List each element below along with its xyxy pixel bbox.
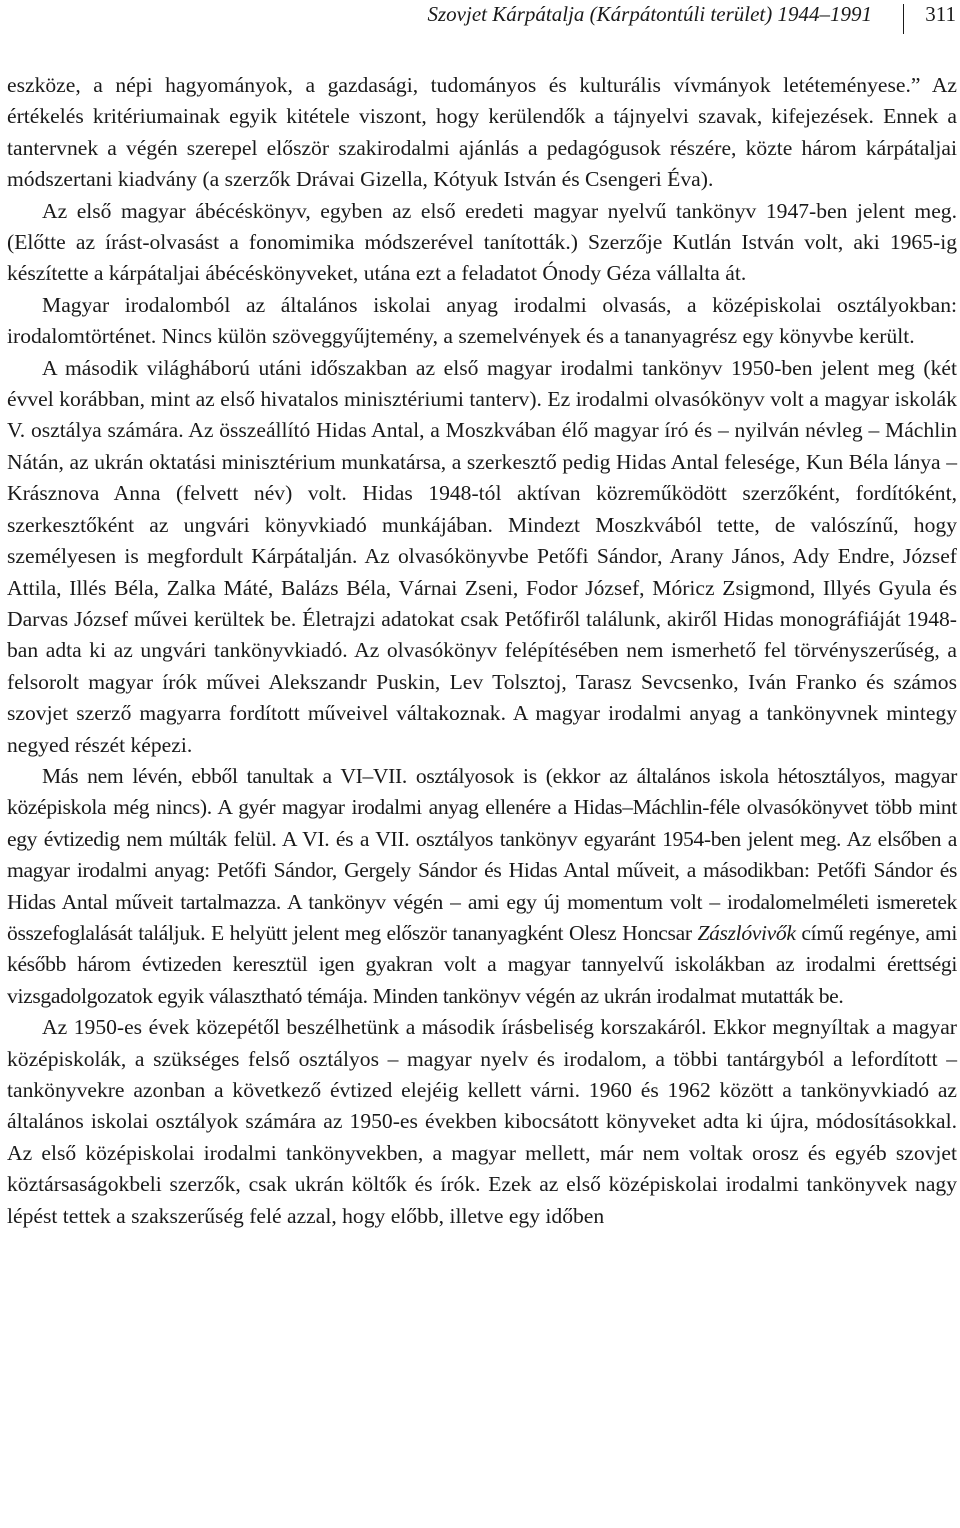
header-divider	[903, 4, 904, 34]
paragraph-1: eszköze, a népi hagyományok, a gazdasági, tudományos és kulturális vívmányok letéteményese.” Az értékelés kritériumainak egyik kitétele viszont, hogy kerülendők a tájnyelvi szavak, kifejezések. Ennek a tantervnek a végén szerepel először szakirodalmi ajánlás a pedagógusok részére, közte három kárpátaljai módszertani kiadvány (a szerzők Drávai Gizella, Kótyuk István és Csengeri Éva).	[7, 73, 957, 192]
running-header	[0, 0, 960, 36]
page-body	[7, 70, 957, 1232]
paragraph-2: Az első magyar ábécéskönyv, egyben az első eredeti magyar nyelvű tankönyv 1947-ben jelent meg. (Előtte az írást-olvasást a fonomimika módszerével tanították.) Szerzője Kutlán István volt, aki 1965-ig készítette a kárpátaljai ábécéskönyveket, utána ezt a feladatot Ónody Géza vállalta át.	[7, 198, 957, 286]
paragraph-6: Az 1950-es évek közepétől beszélhetünk a második írásbeliség korszakáról. Ekkor megnyíltak a magyar középiskolák, a szükséges felső osztályos – magyar nyelv és irodalom, a többi tantárgyból a lefordított – tankönyvekre azonban a következő évtized elejéig kellett várni. 1960 és 1962 között a tankönyvkiadó az általános iskolai osztályok számára az 1950-es években kibocsátott könyveket adta ki újra, módosításokkal. Az első középiskolai irodalmi tankönyvekben, a magyar mellett, már nem voltak orosz és egyéb szovjet köztársaságokbeli szerzők, csak ukrán költők és írók. Ezek az első középiskolai irodalmi tankönyvek nagy lépést tettek a szakszerűség felé azzal, hogy előbb, illetve egy időben	[7, 1015, 957, 1228]
paragraph-5-text-after: című regénye, ami később három évtizeden keresztül igen gyakran volt a magyar tannyelvű iskolákban az irodalmi érettségi vizsgadolgozatok egyik választható témája. Minden tankönyv végén az ukrán irodalmat mutatták be.	[7, 920, 957, 1008]
paragraph-5	[7, 761, 957, 1012]
page-number: 311	[925, 2, 956, 26]
book-title-italic: Zászlóvivők	[697, 920, 796, 945]
running-title: Szovjet Kárpátalja (Kárpátontúli terület) 1944–1991	[427, 2, 872, 26]
paragraph-5-text: Más nem lévén, ebből tanultak a VI–VII. osztályosok is (ekkor az általános iskola hétosztályos, magyar középiskola még nincs). A gyér magyar irodalmi anyag ellenére a Hidas–Máchlin-féle olvasókönyvet több mint egy évtizedig nem múlták felül. A VI. és a VII. osztályos tankönyv egyaránt 1954-ben jelent meg. Az elsőben a magyar irodalmi anyag: Petőfi Sándor, Gergely Sándor és Hidas Antal műveit, a másodikban: Petőfi Sándor és Hidas Antal műveit tartalmazza. A tankönyv végén – ami egy új momentum volt – irodalomelméleti ismeretek összefoglalását találjuk. E helyütt jelent meg először tananyagként Olesz Honcsar	[7, 763, 957, 945]
paragraph-3: Magyar irodalomból az általános iskolai anyag irodalmi olvasás, a középiskolai osztályokban: irodalomtörténet. Nincs külön szöveggyűjtemény, a szemelvények és a tananyagrész egy könyvbe került.	[7, 292, 957, 349]
paragraph-4: A második világháború utáni időszakban az első magyar irodalmi tankönyv 1950-ben jelent meg (két évvel korábban, mint az első hivatalos minisztériumi tanterv). Ez irodalmi olvasókönyv volt a magyar iskolák V. osztálya számára. Az összeállító Hidas Antal, a Moszkvában élő magyar író és – nyilván névleg – Máchlin Nátán, az ukrán oktatási minisztérium munkatársa, a szerkesztő pedig Hidas Antal felesége, Kun Béla lánya – Krásznova Anna (felvett név) volt. Hidas 1948-tól aktívan közreműködött szerzőként, fordítóként, szerkesztőként az ungvári könyvkiadó munkájában. Mindezt Moszkvából tette, de valószínű, hogy személyesen is megfordult Kárpátalján. Az olvasókönyvbe Petőfi Sándor, Arany János, Ady Endre, József Attila, Illés Béla, Zalka Máté, Balázs Béla, Várnai Zseni, Fodor József, Móricz Zsigmond, Illyés Gyula és Darvas József művei kerültek be. Életrajzi adatokat csak Petőfiről találunk, akiről Hidas monográfiáját 1948-ban adta ki az ungvári tankönyvkiadó. Az olvasókönyv felépítésében nem ismerhető fel törvényszerűség, a felsorolt magyar írók művei Alekszandr Puskin, Lev Tolsztoj, Tarasz Sevcsenko, Iván Franko és számos szovjet szerző magyarra fordított műveivel váltakoznak. A magyar irodalmi anyag a tankönyvnek mintegy negyed részét képezi.	[7, 355, 957, 757]
